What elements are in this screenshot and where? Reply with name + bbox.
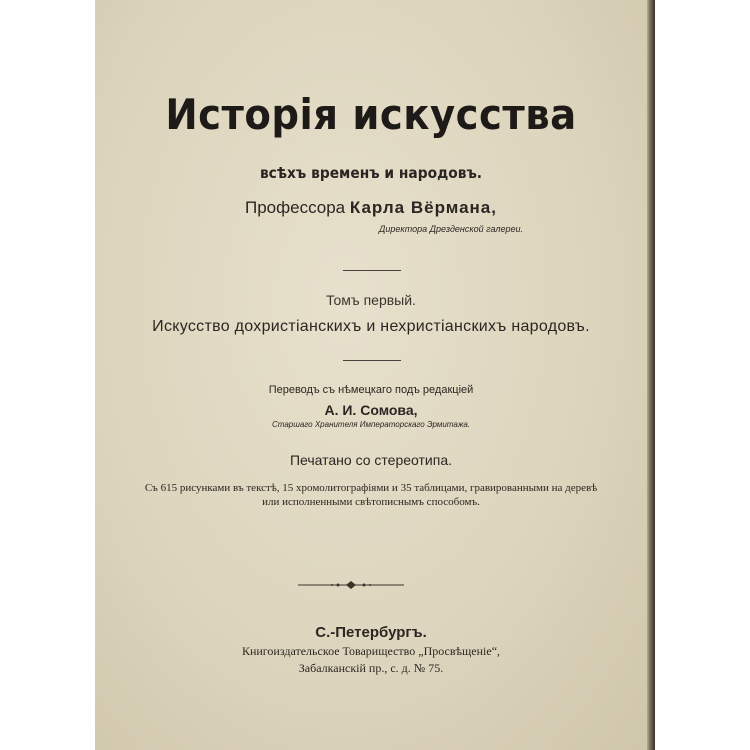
author-line <box>95 198 647 218</box>
book-subtitle: всѣхъ временъ и народовъ. <box>259 164 483 182</box>
publisher-address: Забалканскій пр., с. д. № 75. <box>298 661 444 675</box>
author-name: Карла Вёрмана, <box>349 198 497 217</box>
illustrations-line-2: или исполненными свѣтописнымъ способомъ. <box>262 496 480 508</box>
editor-name: А. И. Сомова, <box>324 402 418 418</box>
printed-note: Печатано со стереотипа. <box>289 452 453 468</box>
volume-title: Искусство дохристіанскихъ и нехристіанскихъ народовъ. <box>152 318 590 335</box>
publisher: Книгоиздательское Товарищество „Просвѣщеніе“, <box>241 644 501 658</box>
book-photo <box>95 0 655 750</box>
divider-rule <box>343 270 401 271</box>
title-page <box>95 0 647 750</box>
author-prefix: Профессора <box>245 198 346 217</box>
illustrations-line-1: Съ 615 рисунками въ текстѣ, 15 хромолитографіями и 35 таблицами, гравированными на деревѣ <box>144 482 598 494</box>
volume-label: Томъ первый. <box>326 292 416 308</box>
translation-note: Переводъ съ нѣмецкаго подъ редакціей <box>268 384 474 396</box>
author-role: Директора Дрезденской галереи. <box>379 224 523 234</box>
city: С.-Петербургъ. <box>315 624 427 641</box>
page-edge <box>647 0 655 750</box>
editor-role: Старшаго Хранителя Императорскаго Эрмитажа. <box>271 420 471 429</box>
ornament-divider <box>298 578 404 592</box>
divider-rule <box>343 360 401 361</box>
book-title: Исторія искусства <box>165 90 577 139</box>
